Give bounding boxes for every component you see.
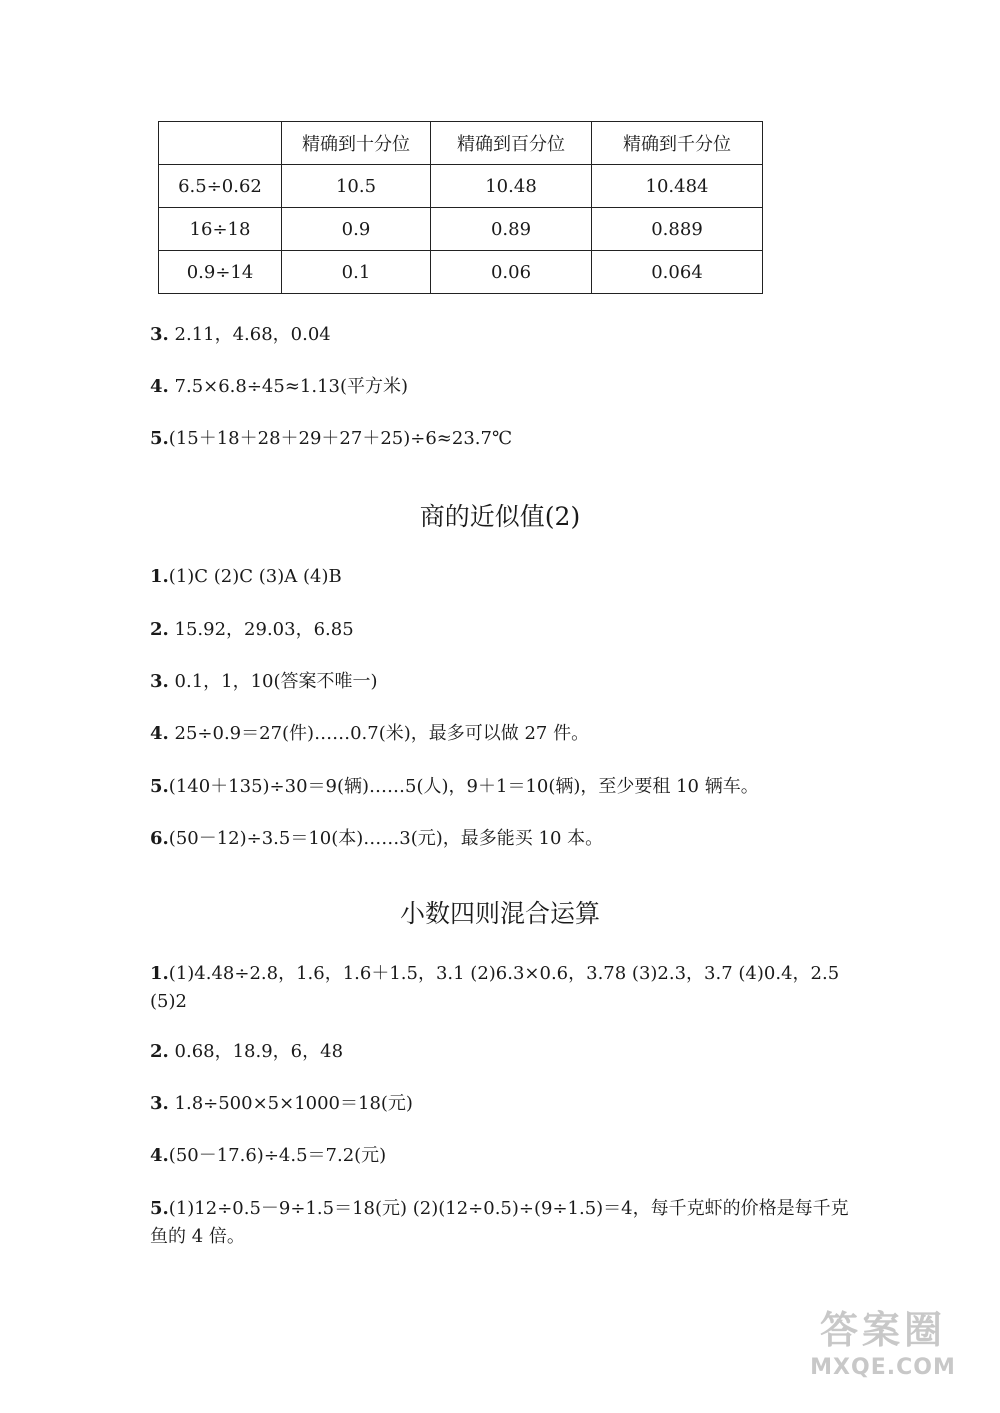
answer-item (150, 321, 331, 349)
answer-item (150, 425, 512, 453)
item-number: 2. (150, 1041, 169, 1062)
item-number: 1. (150, 963, 169, 984)
item-number: 5. (150, 776, 169, 797)
table-cell: 0.9÷14 (159, 251, 282, 294)
answer-item (150, 1090, 413, 1118)
table-cell: 10.5 (282, 165, 431, 208)
item-text: (1)4.48÷2.8，1.6，1.6＋1.5，3.1 (2)6.3×0.6，3.78 (3)2.3，3.7 (4)0.4，2.5 (5)2 (150, 963, 840, 1012)
table-cell: 16÷18 (159, 208, 282, 251)
item-number: 4. (150, 376, 169, 397)
item-text: 0.68，18.9，6，48 (168, 1041, 344, 1062)
table-cell: 0.889 (592, 208, 763, 251)
item-number: 4. (150, 723, 169, 744)
item-text: (15＋18＋28＋29＋27＋25)÷6≈23.7℃ (168, 428, 513, 449)
table-cell: 0.9 (282, 208, 431, 251)
item-text: (140＋135)÷30＝9(辆)……5(人)，9＋1＝10(辆)，至少要租 10 辆车。 (168, 776, 759, 797)
item-text: 1.8÷500×5×1000＝18(元) (168, 1093, 413, 1114)
item-text: (1)12÷0.5－9÷1.5＝18(元) (2)(12÷0.5)÷(9÷1.5)＝4，每千克虾的价格是每千克鱼的 4 倍。 (150, 1198, 849, 1247)
item-text: 2.11，4.68，0.04 (168, 324, 331, 345)
table-cell: 0.06 (431, 251, 592, 294)
table-cell: 0.064 (592, 251, 763, 294)
answer-item (150, 1142, 386, 1170)
answer-item (150, 720, 589, 748)
answer-item (150, 1195, 860, 1251)
table-header-cell (159, 122, 282, 165)
table-header-cell: 精确到百分位 (431, 122, 592, 165)
answer-item (150, 563, 342, 591)
table-row (159, 208, 763, 251)
item-text: (1)C (2)C (3)A (4)B (168, 566, 342, 587)
table-cell: 0.89 (431, 208, 592, 251)
item-number: 6. (150, 828, 169, 849)
table-header-row (159, 122, 763, 165)
table-header-cell: 精确到十分位 (282, 122, 431, 165)
table-cell: 10.48 (431, 165, 592, 208)
watermark-url: MXQE.COM (810, 1355, 956, 1380)
table-cell: 0.1 (282, 251, 431, 294)
table-cell: 10.484 (592, 165, 763, 208)
watermark-logo (788, 1305, 978, 1395)
watermark-text: 答案圈 (819, 1307, 946, 1352)
item-number: 2. (150, 619, 169, 640)
answer-item (150, 373, 408, 401)
item-text: (50－12)÷3.5＝10(本)……3(元)，最多能买 10 本。 (168, 828, 604, 849)
item-text: 7.5×6.8÷45≈1.13(平方米) (168, 376, 409, 397)
item-number: 5. (150, 1198, 169, 1219)
answer-item (150, 1038, 343, 1066)
section-title: 小数四则混合运算 (399, 899, 600, 928)
answer-item (150, 773, 759, 801)
answer-item (150, 960, 860, 1016)
item-text: 25÷0.9＝27(件)……0.7(米)，最多可以做 27 件。 (168, 723, 590, 744)
answer-item (150, 668, 378, 696)
item-number: 5. (150, 428, 169, 449)
item-number: 3. (150, 324, 169, 345)
table-row (159, 165, 763, 208)
answer-table (158, 121, 763, 294)
item-number: 3. (150, 1093, 169, 1114)
item-text: 15.92，29.03，6.85 (168, 619, 354, 640)
item-number: 3. (150, 671, 169, 692)
answer-item (150, 825, 603, 853)
table-row (159, 251, 763, 294)
item-text: 0.1，1，10(答案不唯一) (168, 671, 378, 692)
table-cell: 6.5÷0.62 (159, 165, 282, 208)
item-number: 4. (150, 1145, 169, 1166)
item-number: 1. (150, 566, 169, 587)
table-header-cell: 精确到千分位 (592, 122, 763, 165)
item-text: (50－17.6)÷4.5＝7.2(元) (168, 1145, 387, 1166)
section-title: 商的近似值(2) (419, 502, 581, 531)
answer-item (150, 616, 354, 644)
